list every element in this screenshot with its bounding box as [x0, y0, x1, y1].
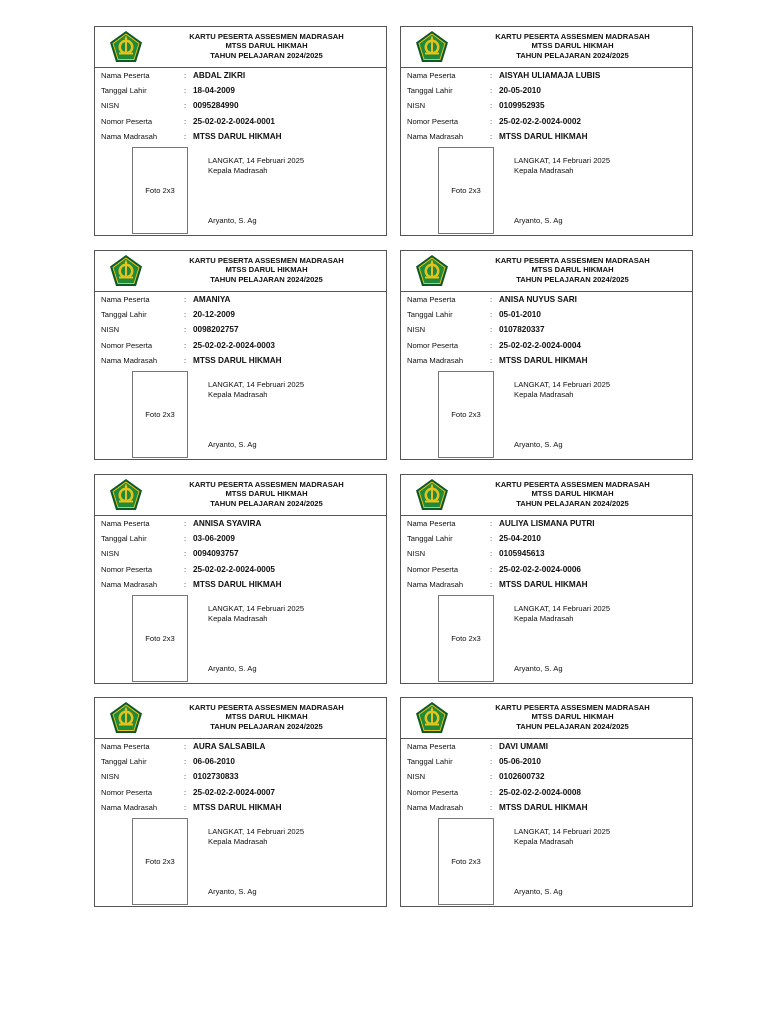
field-value: ANISA NUYUS SARI [499, 295, 577, 304]
signature-name: Aryanto, S. Ag [514, 216, 563, 225]
card-header-text [155, 256, 378, 284]
field-colon: : [490, 742, 493, 751]
exam-card [94, 250, 387, 460]
card-title: KARTU PESERTA ASSESMEN MADRASAH [495, 480, 650, 489]
field-label: NISN [407, 549, 426, 558]
exam-card [400, 697, 693, 907]
card-header [401, 698, 692, 739]
card-header-text [461, 256, 684, 284]
signature-name: Aryanto, S. Ag [514, 440, 563, 449]
field-label: Nama Madrasah [101, 803, 158, 812]
field-colon: : [490, 356, 493, 365]
photo-label: Foto 2x3 [145, 857, 175, 866]
field-value: 0109952935 [499, 101, 545, 110]
madrasah-logo-icon [109, 254, 143, 288]
signature-place-date: LANGKAT, 14 Februari 2025 [514, 604, 611, 613]
field-value: 25-02-02-2-0024-0007 [193, 788, 275, 797]
photo-placeholder [132, 818, 188, 905]
signature-role: Kepala Madrasah [208, 390, 268, 399]
field-value: MTSS DARUL HIKMAH [193, 803, 282, 812]
field-label: Nama Peserta [407, 71, 456, 80]
signature-role: Kepala Madrasah [208, 166, 268, 175]
signature-place-date: LANGKAT, 14 Februari 2025 [514, 827, 611, 836]
field-colon: : [490, 534, 493, 543]
photo-label: Foto 2x3 [145, 634, 175, 643]
field-value: MTSS DARUL HIKMAH [193, 356, 282, 365]
field-label: NISN [101, 772, 120, 781]
photo-label: Foto 2x3 [451, 186, 481, 195]
signature-role: Kepala Madrasah [208, 837, 268, 846]
signature-place-date: LANGKAT, 14 Februari 2025 [208, 827, 305, 836]
field-value: 20-05-2010 [499, 86, 541, 95]
field-colon: : [490, 86, 493, 95]
field-colon: : [490, 519, 493, 528]
field-label: Nama Madrasah [101, 356, 158, 365]
school-name: MTSS DARUL HIKMAH [225, 712, 308, 722]
field-colon: : [184, 803, 187, 812]
academic-year: TAHUN PELAJARAN 2024/2025 [516, 498, 629, 508]
field-label: NISN [407, 101, 426, 110]
card-header [401, 251, 692, 292]
field-colon: : [184, 772, 187, 781]
field-label: Nama Madrasah [407, 803, 464, 812]
field-label: NISN [101, 549, 120, 558]
card-header [95, 475, 386, 516]
field-colon: : [184, 534, 187, 543]
field-value: 06-06-2010 [193, 757, 235, 766]
field-label: Nomor Peserta [101, 117, 153, 126]
academic-year: TAHUN PELAJARAN 2024/2025 [210, 274, 323, 284]
card-title: KARTU PESERTA ASSESMEN MADRASAH [189, 256, 344, 265]
photo-placeholder [438, 371, 494, 458]
signature-name: Aryanto, S. Ag [514, 664, 563, 673]
card-title: KARTU PESERTA ASSESMEN MADRASAH [189, 703, 344, 712]
academic-year: TAHUN PELAJARAN 2024/2025 [210, 50, 323, 60]
exam-card [400, 474, 693, 684]
field-value: 03-06-2009 [193, 534, 235, 543]
field-colon: : [184, 757, 187, 766]
field-label: Nomor Peserta [407, 788, 459, 797]
field-colon: : [490, 101, 493, 110]
field-colon: : [184, 117, 187, 126]
field-colon: : [184, 132, 187, 141]
card-header-text [461, 703, 684, 731]
field-colon: : [490, 757, 493, 766]
signature-place-date: LANGKAT, 14 Februari 2025 [208, 380, 305, 389]
field-colon: : [184, 519, 187, 528]
card-header-text [461, 32, 684, 60]
field-label: Tanggal Lahir [407, 534, 453, 543]
signature-place-date: LANGKAT, 14 Februari 2025 [514, 380, 611, 389]
field-label: Tanggal Lahir [407, 86, 453, 95]
field-colon: : [490, 549, 493, 558]
signature-role: Kepala Madrasah [514, 614, 574, 623]
card-header [95, 27, 386, 68]
field-value: 25-02-02-2-0024-0005 [193, 565, 275, 574]
field-value: 05-06-2010 [499, 757, 541, 766]
field-label: Nomor Peserta [407, 117, 459, 126]
exam-card [94, 26, 387, 236]
field-value: MTSS DARUL HIKMAH [499, 132, 588, 141]
field-colon: : [184, 310, 187, 319]
field-label: NISN [101, 325, 120, 334]
field-colon: : [184, 71, 187, 80]
academic-year: TAHUN PELAJARAN 2024/2025 [516, 721, 629, 731]
field-label: Nama Peserta [407, 295, 456, 304]
photo-label: Foto 2x3 [451, 410, 481, 419]
card-title: KARTU PESERTA ASSESMEN MADRASAH [495, 256, 650, 265]
field-value: 0098202757 [193, 325, 239, 334]
field-label: Tanggal Lahir [101, 534, 147, 543]
field-colon: : [184, 549, 187, 558]
field-label: Nama Madrasah [101, 132, 158, 141]
photo-placeholder [438, 818, 494, 905]
field-value: MTSS DARUL HIKMAH [499, 356, 588, 365]
field-label: NISN [101, 101, 120, 110]
photo-label: Foto 2x3 [451, 634, 481, 643]
field-label: Nomor Peserta [407, 341, 459, 350]
card-header-text [155, 703, 378, 731]
field-label: Nama Madrasah [101, 580, 158, 589]
field-value: 25-02-02-2-0024-0001 [193, 117, 275, 126]
field-label: Nama Madrasah [407, 132, 464, 141]
field-value: 0094093757 [193, 549, 239, 558]
school-name: MTSS DARUL HIKMAH [225, 265, 308, 275]
field-value: MTSS DARUL HIKMAH [193, 580, 282, 589]
school-name: MTSS DARUL HIKMAH [225, 489, 308, 499]
field-value: ABDAL ZIKRI [193, 71, 246, 80]
field-colon: : [490, 71, 493, 80]
field-value: AMANIYA [193, 295, 231, 304]
field-value: 25-02-02-2-0024-0003 [193, 341, 275, 350]
field-label: Nomor Peserta [101, 565, 153, 574]
exam-card [400, 250, 693, 460]
field-colon: : [490, 117, 493, 126]
field-colon: : [184, 325, 187, 334]
field-value: 0105945613 [499, 549, 545, 558]
photo-placeholder [132, 147, 188, 234]
field-value: DAVI UMAMI [499, 742, 548, 751]
field-label: Tanggal Lahir [407, 310, 453, 319]
field-value: 25-04-2010 [499, 534, 541, 543]
signature-role: Kepala Madrasah [208, 614, 268, 623]
field-value: 25-02-02-2-0024-0006 [499, 565, 581, 574]
field-label: NISN [407, 325, 426, 334]
field-value: MTSS DARUL HIKMAH [193, 132, 282, 141]
field-label: Nama Peserta [101, 742, 150, 751]
field-colon: : [490, 580, 493, 589]
field-value: MTSS DARUL HIKMAH [499, 803, 588, 812]
field-label: Nama Peserta [101, 71, 150, 80]
field-colon: : [490, 803, 493, 812]
card-header-text [155, 480, 378, 508]
field-colon: : [184, 101, 187, 110]
signature-role: Kepala Madrasah [514, 390, 574, 399]
field-label: Nama Madrasah [407, 356, 464, 365]
field-colon: : [490, 565, 493, 574]
card-header [95, 698, 386, 739]
school-name: MTSS DARUL HIKMAH [531, 41, 614, 51]
field-value: ANNISA SYAVIRA [193, 519, 262, 528]
signature-place-date: LANGKAT, 14 Februari 2025 [514, 156, 611, 165]
madrasah-logo-icon [415, 254, 449, 288]
academic-year: TAHUN PELAJARAN 2024/2025 [516, 50, 629, 60]
field-colon: : [184, 341, 187, 350]
field-value: 25-02-02-2-0024-0004 [499, 341, 581, 350]
field-label: Nama Madrasah [407, 580, 464, 589]
signature-place-date: LANGKAT, 14 Februari 2025 [208, 604, 305, 613]
field-colon: : [184, 295, 187, 304]
madrasah-logo-icon [415, 701, 449, 735]
madrasah-logo-icon [109, 701, 143, 735]
photo-label: Foto 2x3 [451, 857, 481, 866]
field-label: Nama Peserta [407, 742, 456, 751]
photo-label: Foto 2x3 [145, 410, 175, 419]
card-header [401, 475, 692, 516]
field-value: 0107820337 [499, 325, 545, 334]
madrasah-logo-icon [109, 30, 143, 64]
card-title: KARTU PESERTA ASSESMEN MADRASAH [189, 480, 344, 489]
field-value: 0102730833 [193, 772, 239, 781]
field-value: 18-04-2009 [193, 86, 235, 95]
madrasah-logo-icon [415, 478, 449, 512]
field-label: Nomor Peserta [101, 788, 153, 797]
signature-name: Aryanto, S. Ag [208, 887, 257, 896]
photo-placeholder [438, 147, 494, 234]
exam-card [400, 26, 693, 236]
field-label: Nama Peserta [407, 519, 456, 528]
field-colon: : [184, 742, 187, 751]
signature-name: Aryanto, S. Ag [208, 216, 257, 225]
field-value: AISYAH ULIAMAJA LUBIS [499, 71, 601, 80]
card-header-text [461, 480, 684, 508]
field-colon: : [184, 356, 187, 365]
school-name: MTSS DARUL HIKMAH [531, 712, 614, 722]
madrasah-logo-icon [415, 30, 449, 64]
card-title: KARTU PESERTA ASSESMEN MADRASAH [189, 32, 344, 41]
field-value: 0095284990 [193, 101, 239, 110]
field-label: Nomor Peserta [101, 341, 153, 350]
card-header-text [155, 32, 378, 60]
signature-name: Aryanto, S. Ag [514, 887, 563, 896]
card-header [401, 27, 692, 68]
field-label: NISN [407, 772, 426, 781]
school-name: MTSS DARUL HIKMAH [225, 41, 308, 51]
field-colon: : [490, 295, 493, 304]
field-label: Tanggal Lahir [101, 86, 147, 95]
field-label: Nama Peserta [101, 295, 150, 304]
photo-placeholder [132, 595, 188, 682]
school-name: MTSS DARUL HIKMAH [531, 489, 614, 499]
card-title: KARTU PESERTA ASSESMEN MADRASAH [495, 32, 650, 41]
field-label: Nama Peserta [101, 519, 150, 528]
academic-year: TAHUN PELAJARAN 2024/2025 [210, 721, 323, 731]
photo-label: Foto 2x3 [145, 186, 175, 195]
card-title: KARTU PESERTA ASSESMEN MADRASAH [495, 703, 650, 712]
signature-name: Aryanto, S. Ag [208, 440, 257, 449]
field-colon: : [490, 772, 493, 781]
field-value: 20-12-2009 [193, 310, 235, 319]
field-value: AURA SALSABILA [193, 742, 266, 751]
signature-name: Aryanto, S. Ag [208, 664, 257, 673]
field-colon: : [490, 325, 493, 334]
exam-card [94, 474, 387, 684]
field-value: 0102600732 [499, 772, 545, 781]
signature-role: Kepala Madrasah [514, 837, 574, 846]
field-label: Tanggal Lahir [101, 310, 147, 319]
academic-year: TAHUN PELAJARAN 2024/2025 [210, 498, 323, 508]
field-value: MTSS DARUL HIKMAH [499, 580, 588, 589]
photo-placeholder [438, 595, 494, 682]
field-value: 25-02-02-2-0024-0002 [499, 117, 581, 126]
exam-card [94, 697, 387, 907]
field-colon: : [184, 86, 187, 95]
field-colon: : [490, 132, 493, 141]
madrasah-logo-icon [109, 478, 143, 512]
card-header [95, 251, 386, 292]
field-label: Nomor Peserta [407, 565, 459, 574]
school-name: MTSS DARUL HIKMAH [531, 265, 614, 275]
field-colon: : [490, 310, 493, 319]
field-value: 25-02-02-2-0024-0008 [499, 788, 581, 797]
field-colon: : [184, 565, 187, 574]
signature-role: Kepala Madrasah [514, 166, 574, 175]
field-label: Tanggal Lahir [407, 757, 453, 766]
field-colon: : [490, 341, 493, 350]
academic-year: TAHUN PELAJARAN 2024/2025 [516, 274, 629, 284]
signature-place-date: LANGKAT, 14 Februari 2025 [208, 156, 305, 165]
field-colon: : [490, 788, 493, 797]
field-label: Tanggal Lahir [101, 757, 147, 766]
field-value: 05-01-2010 [499, 310, 541, 319]
field-colon: : [184, 580, 187, 589]
photo-placeholder [132, 371, 188, 458]
field-value: AULIYA LISMANA PUTRI [499, 519, 595, 528]
field-colon: : [184, 788, 187, 797]
